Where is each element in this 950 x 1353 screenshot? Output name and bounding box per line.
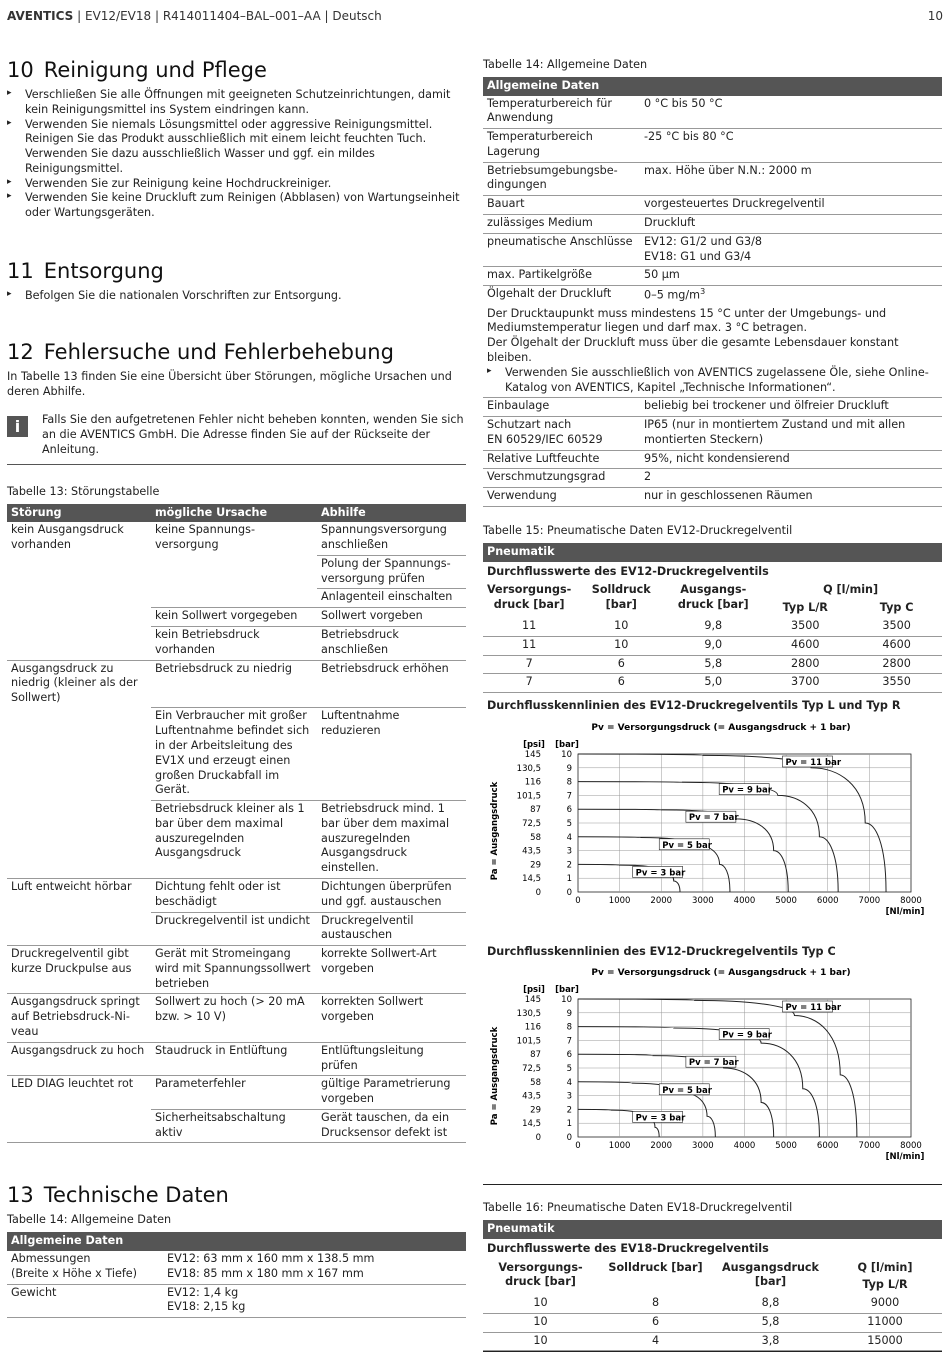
table-cell: Druckregelventil gibt kurze Druckpulse aus [7, 946, 151, 994]
series-label: Pv = 3 bar [635, 1113, 686, 1124]
info-text: Falls Sie den aufgetretenen Fehler nicht beheben konnten, wenden Sie sich an die AVENTICS GmbH. Die Adresse finden Sie auf der Rückseite der Anleitung. [42, 413, 464, 456]
y-tick-label-bar: 1 [566, 874, 572, 885]
row-value: EV12: 63 mm x 160 mm x 138.5 mm EV18: 85 mm x 180 mm x 167 mm [163, 1251, 466, 1284]
y-tick-label-psi: 145 [524, 749, 541, 760]
table-cell: korrekten Sollwert vorgeben [317, 994, 466, 1042]
table-cell: gültige Parametrierung vorgeben [317, 1076, 466, 1110]
y-axis-label: Pa = Ausgangsdruck [490, 781, 500, 881]
y-axis-label: Pa = Ausgangsdruck [490, 1027, 500, 1126]
page-header [7, 9, 943, 27]
row-label: Abmessungen (Breite x Höhe x Tiefe) [7, 1251, 163, 1284]
info-icon: i [7, 416, 28, 437]
series-label: Pv = 9 bar [722, 1031, 772, 1042]
table-cell: 5,0 [667, 674, 759, 693]
x-tick-label: 2000 [650, 1141, 673, 1152]
right-column [483, 58, 942, 1352]
table-14-right [483, 77, 942, 507]
y-tick-label-bar: 1 [566, 1119, 572, 1130]
row-label: Verwendung [483, 488, 640, 507]
table-cell: Sollwert vorgeben [317, 608, 466, 627]
section-11-title: 11 Entsorgung [7, 259, 164, 284]
x-tick-label: 0 [575, 895, 581, 906]
row-label: Temperaturbereich Lagerung [483, 129, 640, 163]
table-cell: 3700 [759, 674, 851, 693]
y-tick-label-psi: 14,5 [522, 874, 541, 885]
x-tick-label: 4000 [733, 1141, 756, 1152]
bullet-item: ▸ Verwenden Sie zur Reinigung keine Hochdruckreiniger. [7, 177, 466, 192]
table-row [7, 878, 466, 912]
table-row [7, 1284, 466, 1318]
table-row [7, 660, 466, 708]
y-tick-label-psi: 87 [530, 805, 541, 816]
table-row [483, 450, 942, 469]
table-cell: 10 [483, 1313, 598, 1332]
series-label: Pv = 9 bar [722, 785, 772, 796]
flow-chart-typ-l-r [483, 716, 942, 934]
table-14b-head: Allgemeine Daten [483, 77, 942, 96]
row-value: IP65 (nur in montiertem Zustand und mit allen montierten Steckern) [640, 417, 942, 451]
x-axis-label: [Nl/min] [885, 1152, 925, 1163]
table-cell: Sollwert zu hoch (> 20 mA bzw. > 10 V) [151, 994, 317, 1042]
table-16-values: Versorgungs- druck [bar] Solldruck [bar] Ausgangsdruck [bar] Q [l/min] Typ L/R 10 8 8,8 9000 10 6 5,8 11000 10 4 3,8 15000 [483, 1260, 942, 1352]
row-value: vorgesteuertes Druckregelventil [640, 196, 942, 215]
y-tick-label-psi: 72,5 [522, 1064, 541, 1075]
table-cell: Spannungsversorgung anschließen [317, 522, 466, 555]
table-cell: 3550 [851, 674, 942, 693]
table-14-left [7, 1232, 466, 1318]
bullet-item: ▸ Verschließen Sie alle Öffnungen mit geeigneten Schutzeinrichtungen, damit kein Reinigungsmittel ins System eindringen kann. [7, 88, 466, 118]
table-cell: 10 [575, 618, 667, 636]
x-tick-label: 3000 [692, 895, 714, 906]
row-label: Betriebsumgebungsbe-dingungen [483, 162, 640, 196]
table-row [7, 589, 466, 608]
y-tick-label-psi: 145 [524, 995, 541, 1006]
y-tick-label-bar: 7 [566, 1036, 572, 1047]
table-row [483, 488, 942, 507]
table-row [483, 196, 942, 215]
table-14-head: Allgemeine Daten [7, 1232, 466, 1251]
table-cell: Ausgangsdruck springt auf Betriebsdruck-Ni-veau [7, 994, 151, 1042]
y-tick-label-psi: 43,5 [522, 846, 541, 857]
table-cell [151, 555, 317, 589]
table-cell [7, 626, 151, 660]
table-cell: Anlagenteil einschalten [317, 589, 466, 608]
doc-ref: | EV12/EV18 | R414011404–BAL–001–AA | Deutsch [73, 9, 382, 23]
table-cell: LED DIAG leuchtet rot [11, 1077, 134, 1091]
table-cell: Ausgangsdruck zu hoch [7, 1042, 151, 1076]
table-cell [7, 912, 151, 946]
table-cell: Gerät mit Stromeingang wird mit Spannungssollwert betrieben [151, 946, 317, 994]
y-tick-label-bar: 4 [566, 832, 572, 843]
section-12-intro: In Tabelle 13 finden Sie eine Übersicht über Störungen, mögliche Ursachen und deren Abhilfe. [7, 369, 452, 398]
y-tick-label-psi: 101,5 [516, 1036, 541, 1047]
series-label: Pv = 7 bar [688, 1058, 739, 1069]
table-cell: 8,8 [713, 1295, 828, 1313]
table-cell: keine Spannungs-versorgung [155, 523, 255, 552]
y-tick-label-psi: 116 [524, 777, 541, 788]
table-15-caption: Tabelle 15: Pneumatische Daten EV12-Druckregelventil [483, 524, 793, 538]
row-label: Verschmutzungsgrad [483, 469, 640, 488]
row-value: beliebig bei trockener und ölfreier Druckluft [640, 398, 942, 417]
section-13-title: 13 Technische Daten [7, 1183, 229, 1208]
notes: Der Drucktaupunkt muss mindestens 15 °C unter der Umgebungs- und Mediumstemperatur liegen und darf max. 3 °C betragen. Der Ölgehalt der Druckluft muss über die gesamte Lebensdauer konstant bleiben. ▸ Verwenden Sie ausschließlich von AVENTICS zugelassene Öle, siehe Online-Katalog von AVENTICS, Kapitel „Technische Informationen“. [483, 306, 942, 398]
table-cell: 3500 [759, 618, 851, 636]
table-cell: 7 [483, 655, 575, 674]
table-cell: 9,0 [667, 636, 759, 655]
section-11-bullets [7, 289, 466, 304]
y-tick-label-psi: 58 [530, 1078, 541, 1089]
x-tick-label: 2000 [650, 895, 673, 906]
row-value: 0–5 $mg/m^3$ [644, 287, 706, 302]
table-cell: 5,8 [667, 655, 759, 674]
table-row [483, 233, 942, 267]
table-row [483, 469, 942, 488]
table-cell: Betriebsdruck kleiner als 1 bar über dem maximal auszuregelnden Ausgangsdruck [151, 801, 317, 879]
table-row [483, 674, 942, 693]
row-label: zulässiges Medium [483, 215, 640, 234]
y-tick-label-psi: 87 [530, 1050, 541, 1061]
x-axis-label: [Nl/min] [885, 906, 925, 917]
table-cell [7, 1109, 151, 1143]
table-cell: kein Ausgangsdruck vorhanden [11, 523, 124, 552]
y-tick-label-psi: 0 [535, 887, 541, 898]
y-tick-label-psi: 43,5 [522, 1092, 541, 1103]
y-tick-label-bar: 7 [566, 791, 572, 802]
x-tick-label: 4000 [733, 895, 756, 906]
table-row [7, 1251, 466, 1284]
table-row [7, 994, 466, 1042]
x-tick-label: 1000 [608, 895, 631, 906]
y-tick-label-psi: 72,5 [522, 818, 541, 829]
y-tick-label-bar: 9 [566, 763, 572, 774]
row-value: nur in geschlossenen Räumen [640, 488, 942, 507]
y-unit-bar: [bar] [555, 739, 579, 750]
chart-1-title: Durchflusskennlinien des EV12-Druckregelventils Typ L und Typ R [487, 699, 901, 713]
table-row [483, 1295, 942, 1313]
table-row [483, 267, 942, 286]
y-tick-label-bar: 6 [566, 1050, 572, 1061]
table-row [483, 215, 942, 234]
bullet-item: ▸ Verwenden Sie niemals Lösungsmittel oder aggressive Reinigungsmittel. Reinigen Sie das Produkt ausschließlich mit einem leicht feuchten Tuch. Verwenden Sie dazu ausschließlich Wasser und ggf. ein mildes Reinigungsmittel. [7, 118, 466, 177]
y-tick-label-bar: 5 [566, 818, 572, 829]
y-tick-label-bar: 0 [566, 1133, 572, 1144]
table-16-sub: Durchflusswerte des EV18-Druckregelventils [487, 1241, 769, 1255]
table-16-caption: Tabelle 16: Pneumatische Daten EV18-Druckregelventil [483, 1201, 793, 1215]
table-row [7, 608, 466, 627]
y-tick-label-psi: 0 [535, 1133, 541, 1144]
x-tick-label: 5000 [775, 1141, 797, 1152]
table-row [7, 912, 466, 946]
series-label: Pv = 5 bar [662, 840, 712, 851]
row-value: EV12: G1/2 und G3/8 EV18: G1 und G3/4 [640, 233, 942, 267]
row-label: Bauart [483, 196, 640, 215]
table-cell: 6 [575, 674, 667, 693]
table-cell: 3500 [851, 618, 942, 636]
x-tick-label: 3000 [692, 1141, 714, 1152]
table-cell: 15000 [828, 1332, 942, 1351]
row-value: 50 µm [640, 267, 942, 286]
y-tick-label-psi: 130,5 [516, 763, 541, 774]
table-cell [7, 801, 151, 879]
table-cell: Dichtung fehlt oder ist beschädigt [151, 878, 317, 912]
table-14-caption: Tabelle 14: Allgemeine Daten [7, 1213, 172, 1227]
brand-name: AVENTICS [7, 9, 74, 23]
table-cell: 3,8 [713, 1332, 828, 1351]
table-row [7, 708, 466, 801]
section-12-title: 12 Fehlersuche und Fehlerbehebung [7, 339, 394, 364]
x-tick-label: 8000 [900, 895, 922, 906]
table-cell: Polung der Spannungs-versorgung prüfen [317, 555, 466, 589]
table-cell: 2800 [759, 655, 851, 674]
table-cell: Parameterfehler [151, 1076, 317, 1110]
y-tick-label-bar: 2 [566, 1105, 572, 1116]
page-number: 10 [927, 9, 943, 23]
table-cell: 7 [483, 674, 575, 693]
row-value: -25 °C bis 80 °C [640, 129, 942, 163]
y-tick-label-bar: 3 [566, 846, 572, 857]
table-cell: Staudruck in Entlüftung [151, 1042, 317, 1076]
table-row [483, 162, 942, 196]
table-row [7, 946, 466, 994]
y-tick-label-psi: 14,5 [522, 1119, 541, 1130]
table-row [483, 1313, 942, 1332]
table-cell: Luft entweicht hörbar [11, 879, 132, 893]
row-label: pneumatische Anschlüsse [483, 233, 640, 267]
row-label: Relative Luftfeuchte [483, 450, 640, 469]
table-cell: 9,8 [667, 618, 759, 636]
table-cell: Ein Verbraucher mit großer Luftentnahme befindet sich in der Arbeitsleitung des EV1X und erzeugt einen großen Druckabfall im Gerät. [151, 708, 317, 801]
y-tick-label-psi: 130,5 [516, 1009, 541, 1020]
table-cell: Gerät tauschen, da ein Drucksensor defekt ist [317, 1109, 466, 1143]
y-tick-label-bar: 0 [566, 887, 572, 898]
table-15-values: Versorgungs- druck [bar] Solldruck [bar] Ausgangs- druck [bar] Q [l/min] Typ L/R Typ C 11 10 9,8 3500 3500 11 10 9,0 4600 4600 7 6 5,8 2800 2800 7 6 5,0 3700 3550 [483, 582, 942, 693]
y-unit-psi: [psi] [523, 985, 545, 996]
row-value: 2 [640, 469, 942, 488]
column-header: Störung [7, 504, 151, 523]
table-13-caption: Tabelle 13: Störungstabelle [7, 484, 160, 498]
column-header: mögliche Ursache [151, 504, 317, 523]
table-cell: korrekte Sollwert-Art vorgeben [317, 946, 466, 994]
table-cell [7, 589, 151, 608]
table-cell: Entlüftungsleitung prüfen [317, 1042, 466, 1076]
table-cell: Druckregelventil ist undicht [151, 912, 317, 946]
table-cell: 4 [598, 1332, 713, 1351]
table-row [483, 398, 942, 417]
table-row [7, 1109, 466, 1143]
table-cell: 10 [483, 1295, 598, 1313]
table-cell: Betriebsdruck zu niedrig [151, 660, 317, 708]
table-row [483, 618, 942, 636]
x-tick-label: 8000 [900, 1141, 922, 1152]
x-tick-label: 6000 [816, 1141, 839, 1152]
bullet-item: ▸ Verwenden Sie keine Druckluft zum Reinigen (Abblasen) von Wartungseinheit oder Wartungsgeräten. [7, 191, 466, 221]
table-cell: Sicherheitsabschaltung aktiv [151, 1109, 317, 1143]
x-tick-label: 6000 [816, 895, 839, 906]
section-10-bullets [7, 88, 466, 221]
y-tick-label-bar: 6 [566, 805, 572, 816]
y-tick-label-bar: 3 [566, 1092, 572, 1103]
left-column [7, 56, 466, 1318]
flow-chart-typ-c [483, 961, 942, 1179]
x-tick-label: 1000 [608, 1141, 631, 1152]
y-tick-label-bar: 8 [566, 777, 572, 788]
row-label: Einbaulage [483, 398, 640, 417]
y-tick-label-bar: 10 [561, 995, 572, 1006]
table-cell [7, 708, 151, 801]
series-label: Pv = 3 bar [635, 868, 686, 879]
info-box [7, 409, 466, 464]
table-row [483, 129, 942, 163]
bullet-item: ▸ Befolgen Sie die nationalen Vorschriften zur Entsorgung. [7, 289, 466, 304]
row-label: Schutzart nach EN 60529/IEC 60529 [483, 417, 640, 451]
table-row [7, 1076, 466, 1110]
row-value: 0 °C bis 50 °C [640, 96, 942, 129]
y-tick-label-bar: 10 [561, 749, 572, 760]
y-unit-psi: [psi] [523, 739, 545, 750]
x-tick-label: 0 [575, 1141, 581, 1152]
table-cell: 2800 [851, 655, 942, 674]
table-16-head: Pneumatik [483, 1220, 942, 1239]
table-cell: kein Betriebsdruck vorhanden [151, 626, 317, 660]
table-cell: Betriebsdruck erhöhen [317, 660, 466, 708]
table-cell: 4600 [851, 636, 942, 655]
table-row [7, 801, 466, 879]
table-cell: 11 [483, 618, 575, 636]
section-10-title: 10 Reinigung und Pflege [7, 58, 267, 82]
table-row [483, 655, 942, 674]
table-cell: 8 [598, 1295, 713, 1313]
table-cell: Betriebsdruck mind. 1 bar über dem maximal auszuregelnden Ausgangsdruck einstellen. [317, 801, 466, 879]
y-unit-bar: [bar] [555, 985, 579, 996]
table-cell: Luftentnahme reduzieren [317, 708, 466, 801]
y-tick-label-bar: 5 [566, 1064, 572, 1075]
row-value: EV12: 1,4 kg EV18: 2,15 kg [163, 1284, 466, 1318]
y-tick-label-psi: 116 [524, 1023, 541, 1034]
row-value: 95%, nicht kondensierend [640, 450, 942, 469]
table-cell: Betriebsdruck anschließen [317, 626, 466, 660]
x-tick-label: 7000 [858, 1141, 881, 1152]
row-value: Druckluft [640, 215, 942, 234]
table-cell: Druckregelventil austauschen [317, 912, 466, 946]
row-label: max. Partikelgröße [483, 267, 640, 286]
table-15 [483, 543, 942, 1185]
table-13 [7, 504, 466, 1144]
y-tick-label-psi: 101,5 [516, 791, 541, 802]
table-cell: 4600 [759, 636, 851, 655]
y-tick-label-psi: 29 [530, 1105, 541, 1116]
y-tick-label-psi: 58 [530, 832, 541, 843]
row-value: max. Höhe über N.N.: 2000 m [640, 162, 942, 196]
table-cell [7, 555, 151, 589]
table-row [7, 555, 466, 589]
table-15-sub: Durchflusswerte des EV12-Druckregelventils [487, 564, 769, 578]
table-15-head: Pneumatik [483, 543, 942, 562]
chart-subtitle: Pv = Versorgungsdruck (= Ausgangsdruck + 1 bar) [591, 722, 851, 733]
table-row [7, 1042, 466, 1076]
table-16 [483, 1220, 942, 1352]
y-tick-label-bar: 2 [566, 860, 572, 871]
column-header: Abhilfe [317, 504, 466, 523]
y-tick-label-bar: 9 [566, 1009, 572, 1020]
table-cell: 9000 [828, 1295, 942, 1313]
x-tick-label: 7000 [858, 895, 881, 906]
row-label: Ölgehalt der Druckluft [487, 287, 612, 301]
table-cell [151, 589, 317, 608]
table-cell: Ausgangsdruck zu niedrig (kleiner als der Sollwert) [11, 661, 138, 705]
y-tick-label-psi: 29 [530, 860, 541, 871]
table-row [483, 1332, 942, 1351]
table-cell: 10 [575, 636, 667, 655]
y-tick-label-bar: 4 [566, 1078, 572, 1089]
table-cell: 10 [483, 1332, 598, 1351]
table-cell: 5,8 [713, 1313, 828, 1332]
x-tick-label: 5000 [775, 895, 797, 906]
table-cell: kein Sollwert vorgegeben [151, 608, 317, 627]
row-label: Gewicht [7, 1284, 163, 1318]
table-cell: Dichtungen überprüfen und ggf. austauschen [317, 878, 466, 912]
table-row [7, 626, 466, 660]
table-row [483, 417, 942, 451]
table-cell [7, 608, 151, 627]
table-row [483, 96, 942, 129]
chart-subtitle: Pv = Versorgungsdruck (= Ausgangsdruck + 1 bar) [591, 968, 851, 979]
row-label: Temperaturbereich für Anwendung [483, 96, 640, 129]
series-label: Pv = 5 bar [662, 1086, 712, 1097]
table-cell: 11 [483, 636, 575, 655]
table-cell: 6 [598, 1313, 713, 1332]
series-label: Pv = 11 bar [785, 1003, 842, 1014]
table-cell: 11000 [828, 1313, 942, 1332]
series-label: Pv = 11 bar [785, 757, 842, 768]
series-label: Pv = 7 bar [688, 813, 739, 824]
table-row [483, 636, 942, 655]
chart-2-title: Durchflusskennlinien des EV12-Druckregelventils Typ C [487, 944, 836, 958]
table-cell: 6 [575, 655, 667, 674]
y-tick-label-bar: 8 [566, 1023, 572, 1034]
table-row [7, 522, 466, 555]
table-14b-caption: Tabelle 14: Allgemeine Daten [483, 58, 648, 71]
